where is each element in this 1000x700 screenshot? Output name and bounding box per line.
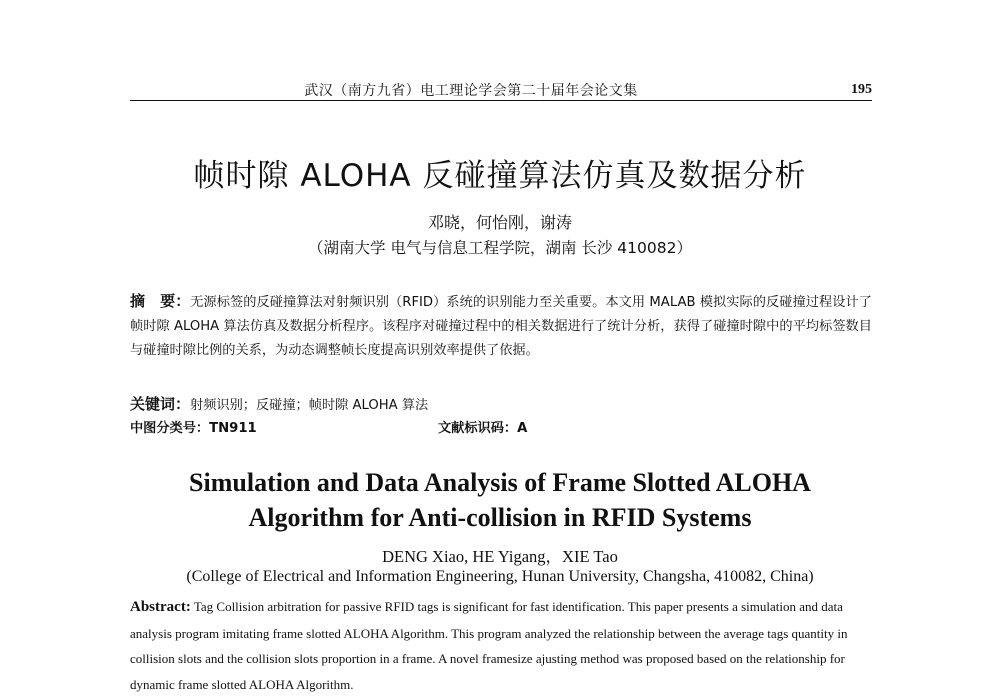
- chinese-abstract: [130, 289, 872, 363]
- english-title-line-2: Algorithm for Anti-collision in RFID Systems: [248, 503, 752, 532]
- english-affiliation: (College of Electrical and Information Engineering, Hunan University, Changsha, 410082, China): [186, 568, 814, 585]
- document-code: [438, 417, 527, 436]
- chinese-keywords: [130, 393, 872, 414]
- document-code-label: 文献标识码：: [438, 421, 518, 436]
- document-code-value: A: [517, 421, 528, 436]
- chinese-abstract-label: 摘 要：: [130, 292, 191, 310]
- english-abstract-label: Abstract:: [130, 599, 191, 615]
- running-header: [130, 80, 872, 101]
- chinese-authors: 邓晓，何怡刚，谢涛: [427, 213, 572, 232]
- running-title: 武汉（南方九省）电工理论学会第二十届年会论文集: [304, 83, 638, 99]
- class-number-label: 中图分类号：: [130, 421, 210, 436]
- english-title-line-1: Simulation and Data Analysis of Frame Slotted ALOHA: [189, 468, 811, 497]
- chinese-classification: [130, 417, 872, 436]
- class-number-value: TN911: [209, 421, 257, 436]
- page-number: 195: [851, 82, 872, 97]
- chinese-affiliation: （湖南大学 电气与信息工程学院，湖南 长沙 410082）: [308, 239, 692, 257]
- chinese-keywords-text: 射频识别；反碰撞；帧时隙 ALOHA 算法: [190, 398, 429, 413]
- chinese-title: 帧时隙 ALOHA 反碰撞算法仿真及数据分析: [193, 158, 807, 194]
- english-authors: DENG Xiao, HE Yigang，XIE Tao: [382, 547, 618, 566]
- chinese-keywords-label: 关键词：: [130, 395, 191, 413]
- chinese-abstract-text: 无源标签的反碰撞算法对射频识别（RFID）系统的识别能力至关重要。本文用 MALAB 模拟实际的反碰撞过程设计了帧时隙 ALOHA 算法仿真及数据分析程序。该程序对碰撞过程中的相关数据进行了统计分析，获得了碰撞时隙中的平均标签数目与碰撞时隙比例的关系，为动态调整帧长度提高识别效率提供了依据。: [130, 295, 872, 358]
- english-title: [0, 465, 1000, 535]
- english-abstract: [130, 594, 872, 697]
- english-abstract-text: Tag Collision arbitration for passive RFID tags is significant for fast identification. This paper presents a simulation and data analysis program imitating frame slotted ALOHA Algorithm. This program analyzed the relationship between the average tags quantity in collision slots and the collision slots proportion in a frame. A novel framesize ajusting method was proposed based on the relationship for dynamic frame slotted ALOHA Algorithm.: [130, 599, 848, 692]
